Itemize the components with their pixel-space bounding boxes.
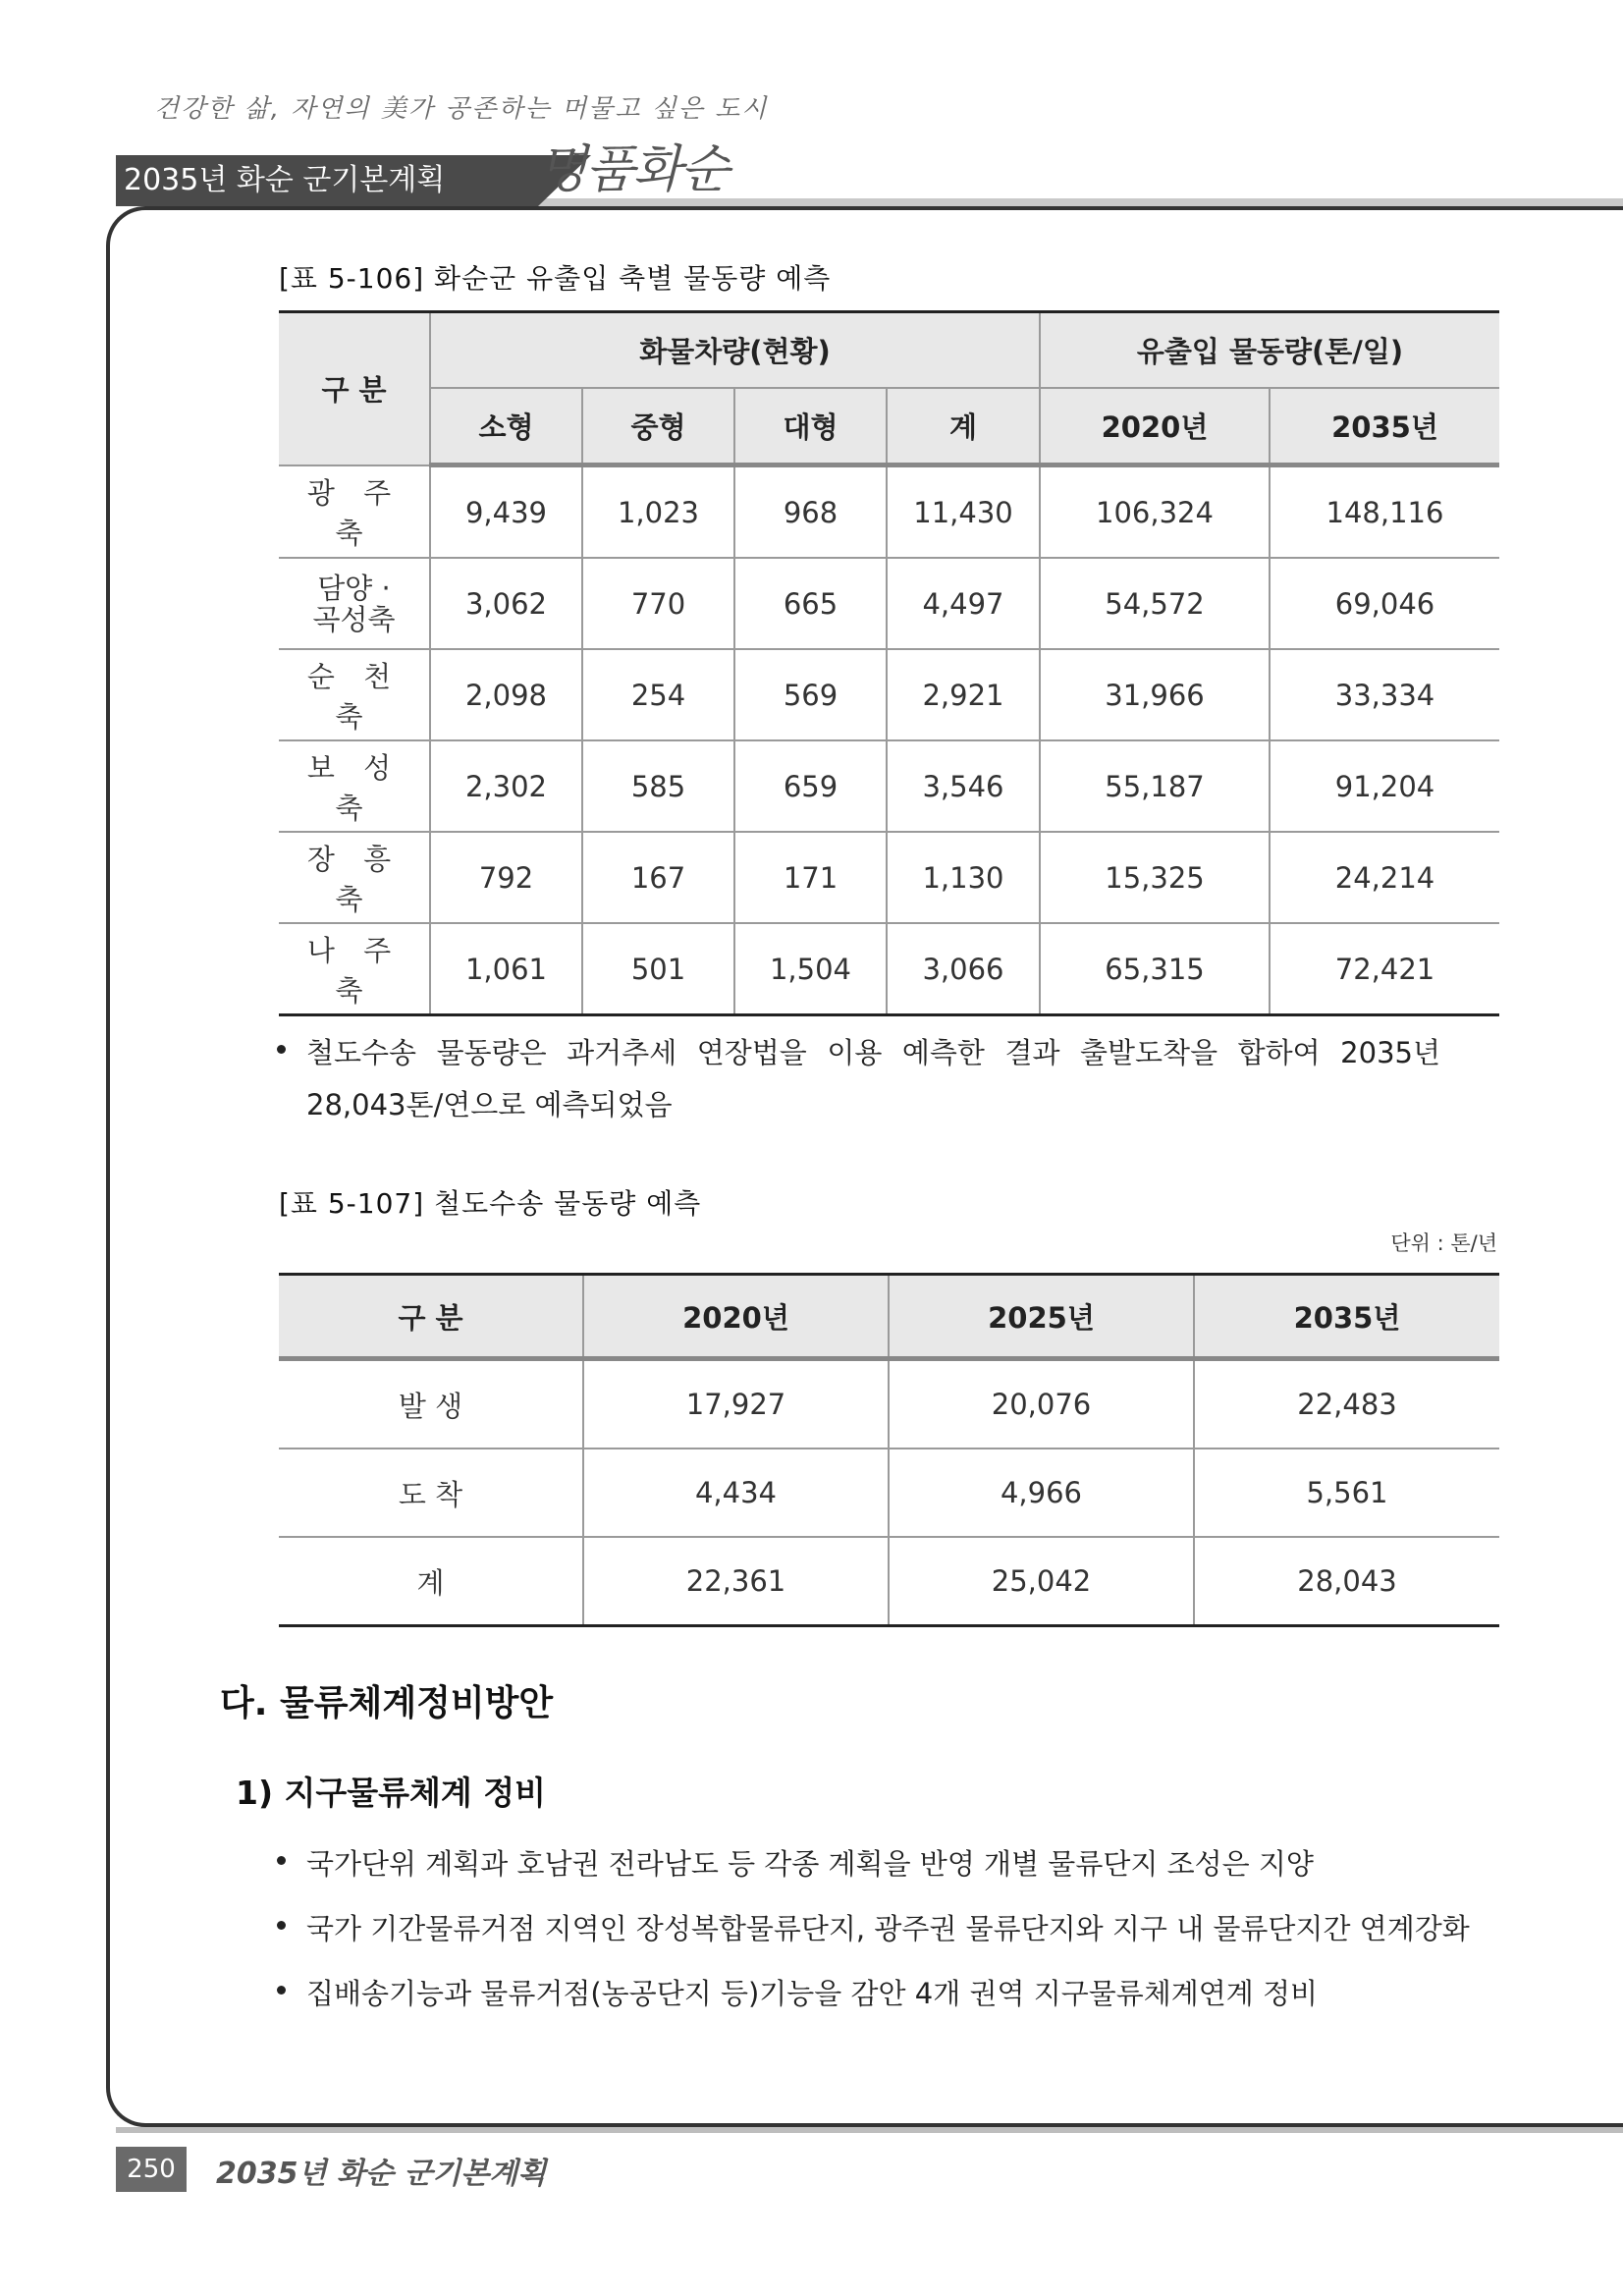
cell: 2,302 xyxy=(430,740,582,832)
bullet-dot xyxy=(277,1856,286,1865)
cell: 171 xyxy=(734,832,887,923)
table-row xyxy=(279,1359,1499,1449)
table-row xyxy=(279,1537,1499,1626)
rail-note xyxy=(306,1031,1440,1123)
cell: 31,966 xyxy=(1040,649,1270,740)
cell: 2,098 xyxy=(430,649,582,740)
list-item-text: 집배송기능과 물류거점(농공단지 등)기능을 감안 4개 권역 지구물류체계연계 정비 xyxy=(306,1977,1319,2010)
cell: 22,483 xyxy=(1194,1359,1499,1449)
cell: 106,324 xyxy=(1040,465,1270,559)
cell: 3,546 xyxy=(887,740,1040,832)
row-label: 계 xyxy=(279,1537,583,1626)
header-bar xyxy=(116,155,1623,206)
header-category: 구 분 xyxy=(279,312,430,465)
column-header: 대형 xyxy=(734,388,887,465)
cell: 2,921 xyxy=(887,649,1040,740)
bullet-dot xyxy=(277,1986,286,1995)
row-label: 도 착 xyxy=(279,1449,583,1537)
column-header: 2035년 xyxy=(1270,388,1499,465)
footer-title: 2035년 화순 군기본계획 xyxy=(216,2157,547,2191)
rail-note-line: 철도수송 물동량은 과거추세 연장법을 이용 예측한 결과 출발도착을 합하여 2035년 xyxy=(306,1036,1440,1069)
bullet-dot xyxy=(277,1045,286,1054)
cell: 69,046 xyxy=(1270,558,1499,649)
cell: 28,043 xyxy=(1194,1537,1499,1626)
column-header: 2035년 xyxy=(1194,1275,1499,1359)
cell: 4,434 xyxy=(583,1449,889,1537)
rail-note-line: 28,043톤/연으로 예측되었음 xyxy=(306,1088,673,1121)
table-106 xyxy=(279,310,1499,1016)
column-header: 구 분 xyxy=(279,1275,583,1359)
cell: 254 xyxy=(582,649,734,740)
cell: 72,421 xyxy=(1270,923,1499,1015)
cell: 17,927 xyxy=(583,1359,889,1449)
cell: 9,439 xyxy=(430,465,582,559)
list-item-text: 국가 기간물류거점 지역인 장성복합물류단지, 광주권 물류단지와 지구 내 물류단지간 연계강화 xyxy=(306,1912,1470,1945)
cell: 792 xyxy=(430,832,582,923)
row-label: 발 생 xyxy=(279,1359,583,1449)
frame-shadow xyxy=(116,2127,1623,2133)
cell: 148,116 xyxy=(1270,465,1499,559)
cell: 33,334 xyxy=(1270,649,1499,740)
cell: 55,187 xyxy=(1040,740,1270,832)
row-label: 보 성 축 xyxy=(279,740,430,832)
header-slogan: 건강한 삶, 자연의 美가 공존하는 머물고 싶은 도시 xyxy=(154,94,769,124)
unit-label: 단위 : 톤/년 xyxy=(1390,1231,1497,1255)
section-title: 다. 물류체계정비방안 xyxy=(220,1683,554,1723)
row-label xyxy=(279,558,430,649)
row-label: 광 주 축 xyxy=(279,465,430,559)
row-label: 순 천 축 xyxy=(279,649,430,740)
cell: 11,430 xyxy=(887,465,1040,559)
list-item xyxy=(306,1907,1470,1947)
cell: 24,214 xyxy=(1270,832,1499,923)
header-tab-title: 2035년 화순 군기본계획 xyxy=(116,155,538,206)
cell: 54,572 xyxy=(1040,558,1270,649)
column-header: 중형 xyxy=(582,388,734,465)
list-item-text: 국가단위 계획과 호남권 전라남도 등 각종 계획을 반영 개별 물류단지 조성은 지양 xyxy=(306,1847,1314,1881)
table-107 xyxy=(279,1273,1499,1627)
cell: 1,023 xyxy=(582,465,734,559)
table-row xyxy=(279,558,1499,649)
cell: 665 xyxy=(734,558,887,649)
cell: 585 xyxy=(582,740,734,832)
row-label-line: 담양 · xyxy=(317,571,391,605)
table-106-caption: [표 5-106] 화순군 유출입 축별 물동량 예측 xyxy=(279,262,832,295)
cell: 65,315 xyxy=(1040,923,1270,1015)
cell: 4,497 xyxy=(887,558,1040,649)
list-item xyxy=(306,1972,1318,2012)
cell: 968 xyxy=(734,465,887,559)
cell: 659 xyxy=(734,740,887,832)
row-label: 장 흥 축 xyxy=(279,832,430,923)
cell: 167 xyxy=(582,832,734,923)
table-row xyxy=(279,832,1499,923)
cell: 4,966 xyxy=(889,1449,1194,1537)
column-header: 소형 xyxy=(430,388,582,465)
list-item xyxy=(306,1842,1314,1883)
row-label-line: 곡성축 xyxy=(312,602,396,636)
header-group-flow: 유출입 물동량(톤/일) xyxy=(1040,312,1499,389)
table-107-caption: [표 5-107] 철도수송 물동량 예측 xyxy=(279,1187,702,1220)
cell: 569 xyxy=(734,649,887,740)
page-number: 250 xyxy=(116,2147,187,2192)
cell: 1,504 xyxy=(734,923,887,1015)
subsection-title: 1) 지구물류체계 정비 xyxy=(236,1774,547,1812)
table-row xyxy=(279,465,1499,559)
cell: 5,561 xyxy=(1194,1449,1499,1537)
cell: 25,042 xyxy=(889,1537,1194,1626)
column-header: 2025년 xyxy=(889,1275,1194,1359)
cell: 3,066 xyxy=(887,923,1040,1015)
table-row xyxy=(279,649,1499,740)
table-row xyxy=(279,1449,1499,1537)
cell: 1,130 xyxy=(887,832,1040,923)
row-label: 나 주 축 xyxy=(279,923,430,1015)
column-header: 2020년 xyxy=(1040,388,1270,465)
table-row xyxy=(279,740,1499,832)
cell: 3,062 xyxy=(430,558,582,649)
table-row xyxy=(279,923,1499,1015)
cell: 770 xyxy=(582,558,734,649)
city-logo: 명품화순 xyxy=(538,140,728,199)
cell: 1,061 xyxy=(430,923,582,1015)
bullet-dot xyxy=(277,1921,286,1930)
cell: 501 xyxy=(582,923,734,1015)
cell: 20,076 xyxy=(889,1359,1194,1449)
header-group-vehicles: 화물차량(현황) xyxy=(430,312,1040,389)
column-header: 2020년 xyxy=(583,1275,889,1359)
cell: 15,325 xyxy=(1040,832,1270,923)
cell: 22,361 xyxy=(583,1537,889,1626)
column-header: 계 xyxy=(887,388,1040,465)
cell: 91,204 xyxy=(1270,740,1499,832)
